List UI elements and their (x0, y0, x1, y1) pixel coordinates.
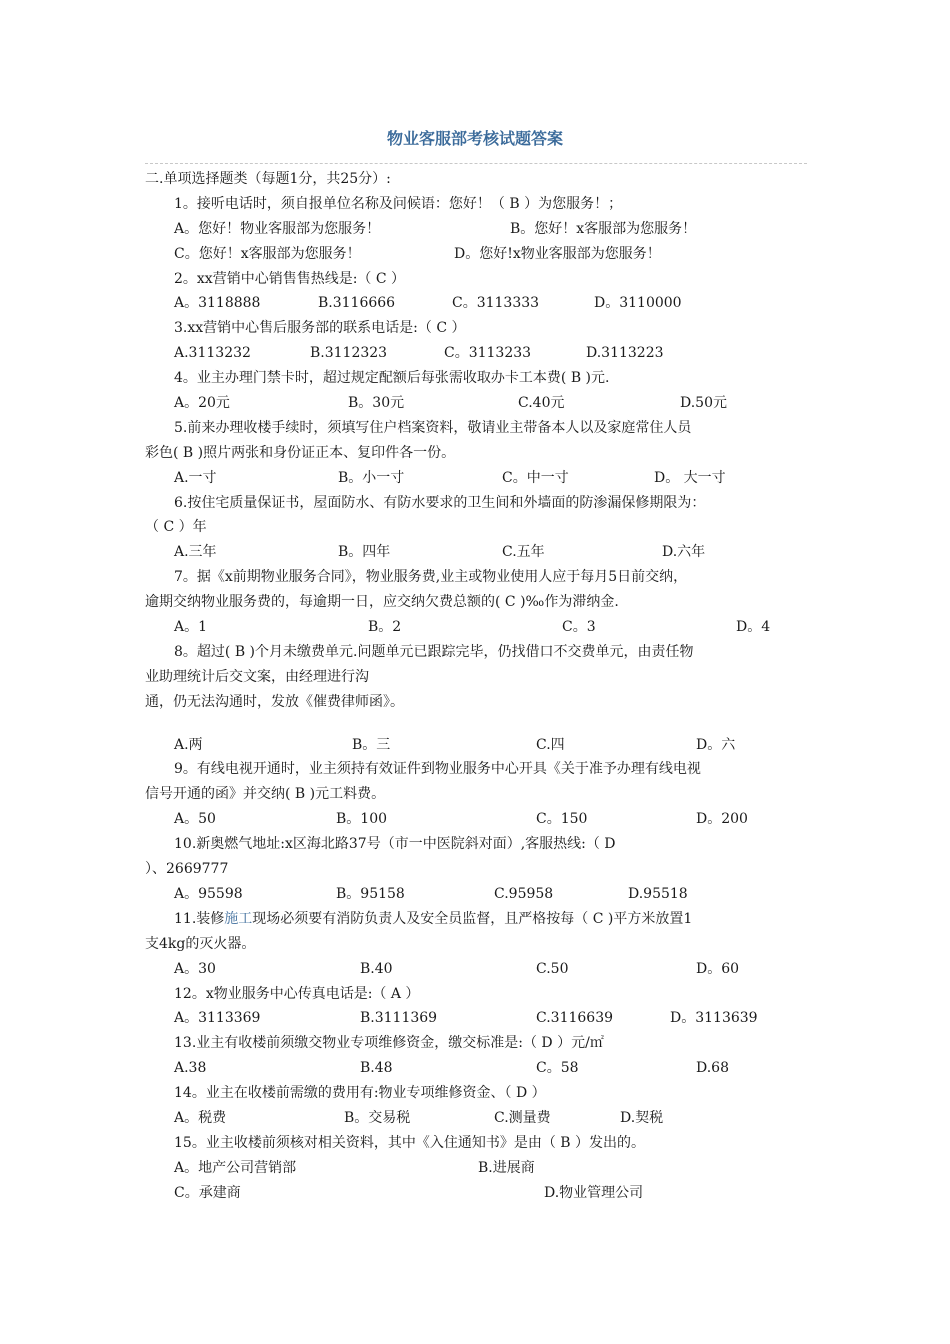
options-12 (145, 1006, 807, 1031)
options-4 (145, 391, 807, 416)
spacer (145, 715, 807, 733)
inline-link[interactable]: 施工 (224, 910, 253, 927)
options-1a (145, 217, 807, 242)
option: B.3111369 (360, 1010, 438, 1027)
option: A。30 (174, 960, 216, 977)
question-1: 1。接听电话时，须自报单位名称及问候语：您好！（ B ）为您服务！； (174, 195, 623, 212)
question-4: 4。业主办理门禁卡时，超过规定配额后每张需收取办卡工本费( B )元. (174, 370, 610, 387)
option: A.一寸 (174, 469, 217, 486)
option: B.3116666 (318, 295, 396, 312)
question-3: 3.xx营销中心售后服务部的联系电话是:（ C ） (174, 320, 466, 337)
option: A。95598 (174, 885, 243, 902)
option: C。您好！x客服部为您服务！ (174, 245, 361, 262)
question-2: 2。xx营销中心销售售热线是:（ C ） (174, 270, 406, 287)
question-8-cont: 业助理统计后交文案，由经理进行沟 (145, 668, 369, 685)
option: A.三年 (174, 544, 217, 561)
option: A。1 (174, 619, 208, 636)
option: A.38 (174, 1060, 207, 1077)
option: A。20元 (174, 395, 230, 412)
option: B。交易税 (344, 1109, 411, 1126)
option: B。三 (352, 736, 391, 753)
options-9 (145, 807, 807, 832)
question-11-cont: 支4kg的灭火器。 (145, 935, 256, 952)
option: C.3116639 (536, 1010, 614, 1027)
option: A。税费 (174, 1109, 227, 1126)
option: D.物业管理公司 (544, 1184, 644, 1201)
option: B。您好！x客服部为您服务！ (510, 220, 697, 237)
option: A。3113369 (174, 1010, 261, 1027)
option: C.五年 (502, 544, 545, 561)
question-5-cont: 彩色( B )照片两张和身份证正本、复印件各一份。 (145, 444, 456, 461)
option: D。3110000 (594, 295, 682, 312)
option: C。150 (536, 811, 588, 828)
option: C。58 (536, 1060, 579, 1077)
option: D.68 (696, 1060, 729, 1077)
option: A.3113232 (174, 345, 251, 362)
option: B。30元 (348, 395, 405, 412)
option: A。地产公司营销部 (174, 1159, 297, 1176)
options-8 (145, 733, 807, 758)
question-6-cont: （ C ）年 (145, 519, 207, 536)
options-6 (145, 540, 807, 565)
option: B。小一寸 (338, 469, 405, 486)
option: C.40元 (518, 395, 565, 412)
option: B.40 (360, 960, 393, 977)
options-1b (145, 242, 807, 267)
option: B.48 (360, 1060, 393, 1077)
option: B。四年 (338, 544, 391, 561)
options-11 (145, 957, 807, 982)
header-divider (145, 163, 807, 164)
option: C。承建商 (174, 1184, 241, 1201)
question-9: 9。有线电视开通时，业主须持有效证件到物业服务中心开具《关于准予办理有线电视 (174, 761, 701, 778)
option: C.95958 (494, 885, 554, 902)
question-10-cont: ）、2669777 (145, 861, 229, 878)
options-14 (145, 1106, 807, 1131)
option: C。3113333 (452, 295, 540, 312)
question-7: 7。据《x前期物业服务合同》，物业服务费,业主或物业使用人应于每月5日前交纳， (174, 569, 688, 586)
option: B.3112323 (310, 345, 388, 362)
option: D。60 (696, 960, 740, 977)
option: D。3113639 (670, 1010, 758, 1027)
option: C。3 (562, 619, 596, 636)
question-text: 现场必须要有消防负责人及安全员监督，且严格按每（ C )平方米放置1 (252, 910, 693, 927)
question-13: 13.业主有收楼前须缴交物业专项维修资金，缴交标准是:（ D ）元/㎡ (174, 1035, 604, 1052)
options-13 (145, 1056, 807, 1081)
question-14: 14。业主在收楼前需缴的费用有:物业专项维修资金、（ D ） (174, 1085, 546, 1102)
option: D.3113223 (586, 345, 664, 362)
option: D。您好!x物业客服部为您服务！ (454, 245, 661, 262)
option: C。中一寸 (502, 469, 569, 486)
question-12: 12。x物业服务中心传真电话是:（ A ） (174, 985, 420, 1002)
option: B.进展商 (478, 1159, 535, 1176)
question-9-cont: 信号开通的函》并交纳( B )元工料费。 (145, 786, 386, 803)
option: B。100 (336, 811, 388, 828)
option: C.测量费 (494, 1109, 551, 1126)
option: A.两 (174, 736, 203, 753)
option: C.50 (536, 960, 569, 977)
option: C.四 (536, 736, 565, 753)
option: C。3113233 (444, 345, 532, 362)
option: D。六 (696, 736, 736, 753)
question-6: 6.按住宅质量保证书，屋面防水、有防水要求的卫生间和外墙面的防渗漏保修期限为： (174, 494, 706, 511)
question-15: 15。业主收楼前须核对相关资料，其中《入住通知书》是由（ B ）发出的。 (174, 1134, 646, 1151)
options-10 (145, 882, 807, 907)
option: B。2 (368, 619, 402, 636)
question-8-cont: 通，仍无法沟通时，发放《催费律师函》。 (145, 693, 404, 710)
option: D.契税 (620, 1109, 664, 1126)
option: D.50元 (680, 395, 727, 412)
document-title: 物业客服部考核试题答案 (386, 129, 563, 148)
option: D.六年 (662, 544, 706, 561)
options-7 (145, 615, 807, 640)
options-3 (145, 341, 807, 366)
question-prefix: 11.装修 (174, 910, 225, 927)
option: B。95158 (336, 885, 405, 902)
question-10: 10.新奥燃气地址:x区海北路37号（市一中医院斜对面）,客服热线:（ D (174, 836, 616, 853)
options-5 (145, 466, 807, 491)
section-heading: 二.单项选择题类（每题1分，共25分）: (145, 171, 391, 187)
option: A。您好！物业客服部为您服务！ (174, 220, 381, 237)
option: A。3118888 (174, 295, 261, 312)
options-15b (145, 1181, 807, 1206)
option: D。4 (736, 619, 771, 636)
options-2 (145, 291, 807, 316)
question-8: 8。超过( B )个月未缴费单元.问题单元已跟踪完毕，仍找借口不交费单元，由责任物 (174, 643, 694, 660)
question-5: 5.前来办理收楼手续时，须填写住户档案资料，敬请业主带备本人以及家庭常住人员 (174, 419, 692, 436)
option: D。 大一寸 (654, 469, 726, 486)
option: D。200 (696, 811, 748, 828)
document-body (145, 167, 807, 1206)
option: A。50 (174, 811, 216, 828)
option: D.95518 (628, 885, 688, 902)
question-7-cont: 逾期交纳物业服务费的，每逾期一日，应交纳欠费总额的( C )‰作为滞纳金. (145, 594, 619, 611)
options-15a (145, 1156, 807, 1181)
question-11 (145, 907, 807, 932)
